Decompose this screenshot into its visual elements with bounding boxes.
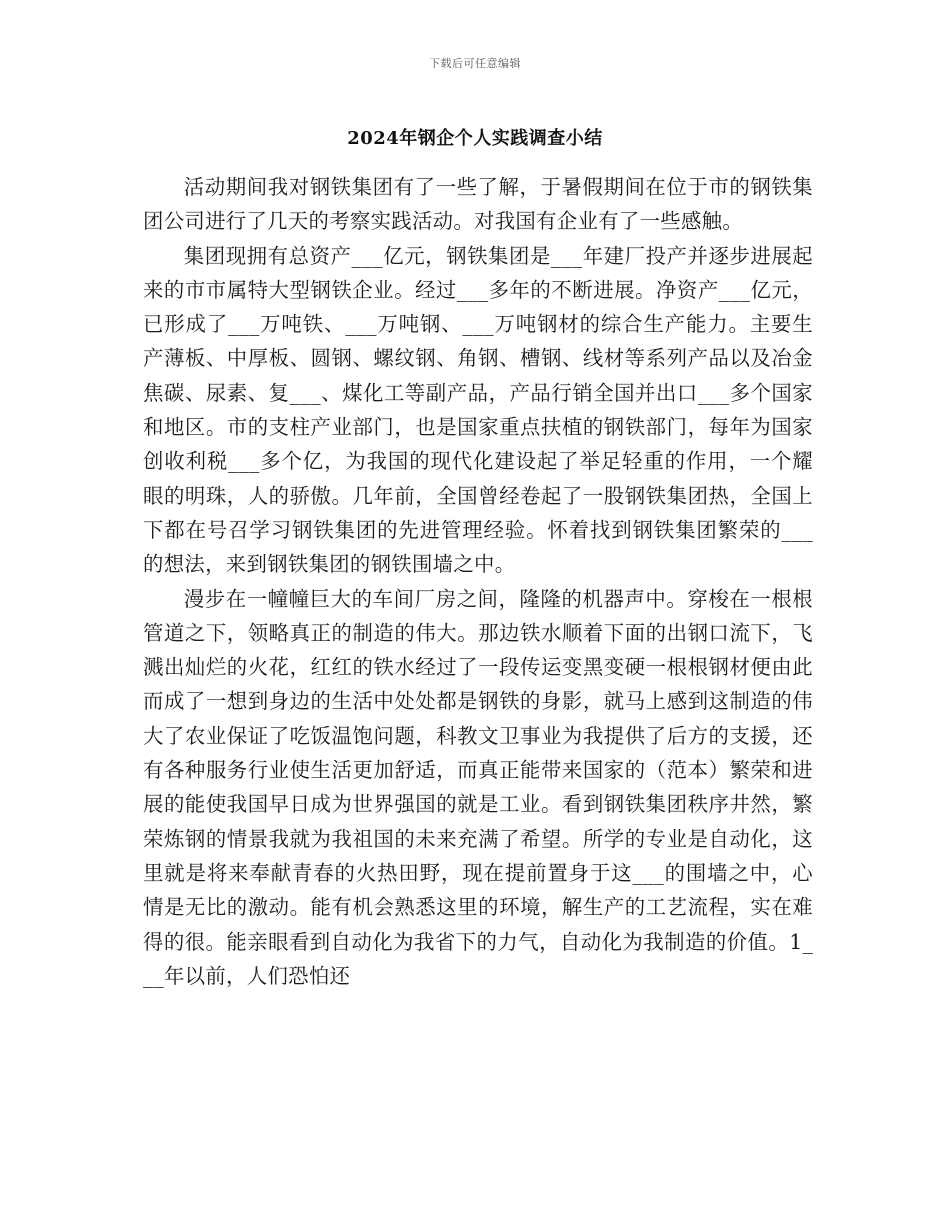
page-header-note: 下载后可任意编辑	[429, 57, 521, 70]
document-body	[143, 170, 813, 993]
document-title: 2024年钢企个人实践调查小结	[347, 128, 603, 149]
paragraph-site-visit: 漫步在一幢幢巨大的车间厂房之间，隆隆的机器声中。穿梭在一根根管道之下，领略真正的制造的伟大。那边铁水顺着下面的出钢口流下，飞溅出灿烂的火花，红红的铁水经过了一段传运变黑变硬一根根钢材便由此而成了一想到身边的生活中处处都是钢铁的身影，就马上感到这制造的伟大了农业保证了吃饭温饱问题，科教文卫事业为我提供了后方的支援，还有各种服务行业使生活更加舒适，而真正能带来国家的（范本）繁荣和进展的能使我国早日成为世界强国的就是工业。看到钢铁集团秩序井然，繁荣炼钢的情景我就为我祖国的未来充满了希望。所学的专业是自动化，这里就是将来奉献青春的火热田野，现在提前置身于这___的围墙之中，心情是无比的激动。能有机会熟悉这里的环境，解生产的工艺流程，实在难得的很。能亲眼看到自动化为我省下的力气，自动化为我制造的价值。1___年以前，人们恐怕还	[143, 586, 813, 988]
paragraph-company-overview: 集团现拥有总资产___亿元，钢铁集团是___年建厂投产并逐步进展起来的市市属特大型钢铁企业。经过___多年的不断进展。净资产___亿元，已形成了___万吨铁、___万吨钢、___万吨钢材的综合生产能力。主要生产薄板、中厚板、圆钢、螺纹钢、角钢、槽钢、线材等系列产品以及冶金焦碳、尿素、复___、煤化工等副产品，产品行销全国并出口___多个国家和地区。市的支柱产业部门，也是国家重点扶植的钢铁部门，每年为国家创收利税___多个亿，为我国的现代化建设起了举足轻重的作用，一个耀眼的明珠，人的骄傲。几年前，全国曾经卷起了一股钢铁集团热，全国上下都在号召学习钢铁集团的先进管理经验。怀着找到钢铁集团繁荣的___的想法，来到钢铁集团的钢铁围墙之中。	[143, 243, 813, 577]
paragraph-intro: 活动期间我对钢铁集团有了一些了解，于暑假期间在位于市的钢铁集团公司进行了几天的考察实践活动。对我国有企业有了一些感触。	[143, 175, 813, 234]
